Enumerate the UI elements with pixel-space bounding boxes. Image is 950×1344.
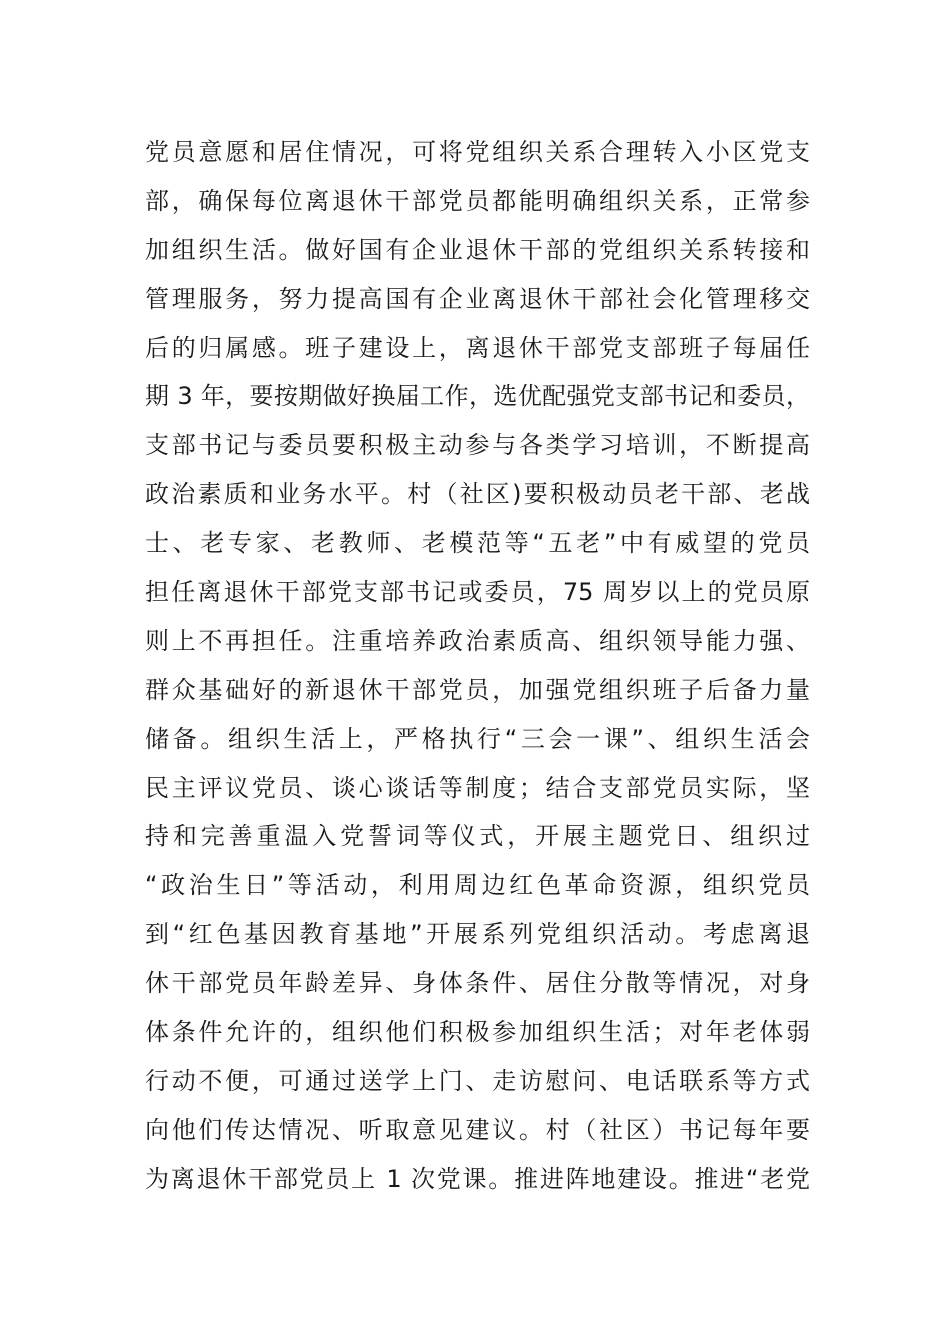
text-line: 休干部党员年龄差异、身体条件、居住分散等情况，对身	[145, 969, 810, 998]
text-line: 到“红色基因教育基地”开展系列党组织活动。考虑离退	[145, 920, 810, 949]
text-line: 党员意愿和居住情况，可将党组织关系合理转入小区党支	[145, 138, 810, 166]
text-line: 加组织生活。做好国有企业退休干部的党组织关系转接和	[145, 235, 810, 264]
text-line: 士、老专家、老教师、老模范等“五老”中有威望的党员	[145, 529, 810, 558]
text-line: 后的归属感。班子建设上，离退休干部党支部班子每届任	[145, 333, 810, 362]
text-line: 则上不再担任。注重培养政治素质高、组织领导能力强、	[145, 626, 810, 655]
text-line: 期 3 年，要按期做好换届工作，选优配强党支部书记和委员，	[145, 382, 810, 411]
text-line: 体条件允许的，组织他们积极参加组织生活；对年老体弱	[145, 1018, 810, 1047]
text-line: 向他们传达情况、听取意见建议。村（社区）书记每年要	[145, 1115, 810, 1144]
text-line: 持和完善重温入党誓词等仪式，开展主题党日、组织过	[145, 822, 810, 851]
text-line: 管理服务，努力提高国有企业离退休干部社会化管理移交	[145, 284, 810, 313]
text-line: 部，确保每位离退休干部党员都能明确组织关系，正常参	[145, 186, 810, 215]
text-line: 储备。组织生活上，严格执行“三会一课”、组织生活会	[145, 724, 810, 753]
text-line: 为离退休干部党员上 1 次党课。推进阵地建设。推进“老党	[145, 1164, 810, 1193]
text-line: 行动不便，可通过送学上门、走访慰问、电话联系等方式	[145, 1066, 810, 1095]
text-line: 政治素质和业务水平。村（社区)要积极动员老干部、老战	[145, 480, 810, 509]
text-line: “政治生日”等活动，利用周边红色革命资源，组织党员	[145, 871, 810, 900]
text-line: 群众基础好的新退休干部党员，加强党组织班子后备力量	[145, 675, 810, 704]
text-line: 民主评议党员、谈心谈话等制度；结合支部党员实际，坚	[145, 773, 810, 802]
text-line: 支部书记与委员要积极主动参与各类学习培训，不断提高	[145, 431, 810, 460]
body-paragraph	[145, 128, 810, 1204]
text-line: 担任离退休干部党支部书记或委员，75 周岁以上的党员原	[145, 578, 810, 607]
